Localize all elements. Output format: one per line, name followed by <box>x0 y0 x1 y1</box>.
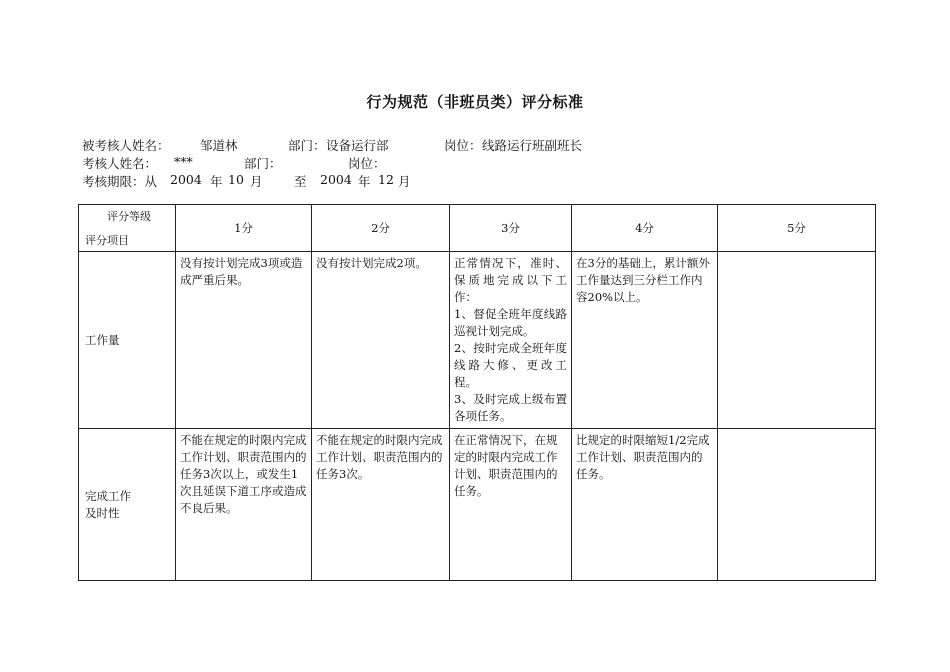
table-header-row <box>79 205 876 252</box>
scoring-table <box>78 204 876 581</box>
table-cell <box>176 252 312 429</box>
end-month-unit: 月 <box>398 174 411 189</box>
criteria-text: 没有按计划完成2项。 <box>316 256 427 270</box>
document-title: 行为规范（非班员类）评分标准 <box>366 93 584 111</box>
score-header-4: 4分 <box>572 205 718 252</box>
score-header-3: 3分 <box>450 205 572 252</box>
table-cell <box>312 429 450 581</box>
examinee-name-label: 被考核人姓名： <box>82 138 170 153</box>
table-cell <box>176 429 312 581</box>
criteria-text: 在3分的基础上，累计额外工作量达到三分栏工作内容20%以上。 <box>576 256 710 304</box>
end-year: 2004 <box>320 172 352 187</box>
table-cell <box>572 429 718 581</box>
examiner-post-label: 岗位： <box>348 156 386 171</box>
examinee-post-value: 线路运行班副班长 <box>482 138 583 153</box>
criteria-item: 1、督促全班年度线路巡视计划完成。 <box>454 307 567 338</box>
criteria-text: 不能在规定的时限内完成工作计划、职责范围内的任务3次以上，或发生1次且延误下道工序或造成不良后果。 <box>180 433 307 515</box>
table-cell <box>450 429 572 581</box>
examiner-name-value: *** <box>174 154 193 169</box>
row-label-line: 完成工作 <box>85 488 131 503</box>
period-to: 至 <box>294 174 307 189</box>
criteria-text: 在正常情况下，在规定的时限内完成工作计划、职责范围内的任务。 <box>454 433 558 498</box>
row-label-line: 及时性 <box>85 505 120 520</box>
item-header-label: 评分项目 <box>85 234 129 247</box>
table-cell <box>312 252 450 429</box>
examinee-dept-label: 部门： <box>288 138 326 153</box>
examinee-post-label: 岗位： <box>444 138 482 153</box>
criteria-item: 2、按时完成全班年度线路大修、更改工程。 <box>454 341 567 389</box>
grade-header-label: 评分等级 <box>107 210 151 223</box>
criteria-text: 正常情况下，准时、保质地完成以下工作： <box>454 256 567 304</box>
end-year-unit: 年 <box>358 174 371 189</box>
table-cell <box>718 429 876 581</box>
examiner-dept-label: 部门： <box>244 156 282 171</box>
start-month-unit: 月 <box>250 174 263 189</box>
table-row <box>79 429 876 581</box>
table-cell <box>718 252 876 429</box>
table-cell <box>450 252 572 429</box>
start-year-unit: 年 <box>210 174 223 189</box>
row-label-timeliness <box>79 429 176 581</box>
criteria-text: 不能在规定的时限内完成工作计划、职责范围内的任务3次。 <box>316 433 443 481</box>
table-cell <box>572 252 718 429</box>
row-label-workload: 工作量 <box>79 252 176 429</box>
examiner-name-label: 考核人姓名： <box>82 156 158 171</box>
score-header-1: 1分 <box>176 205 312 252</box>
criteria-text: 比规定的时限缩短1/2完成工作计划、职责范围内的任务。 <box>576 433 710 481</box>
criteria-item: 3、及时完成上级布置各项任务。 <box>454 392 567 423</box>
table-row <box>79 252 876 429</box>
score-header-5: 5分 <box>718 205 876 252</box>
end-month: 12 <box>378 172 394 187</box>
start-year: 2004 <box>170 172 202 187</box>
examinee-name-value: 邹道林 <box>200 138 238 153</box>
examinee-dept-value: 设备运行部 <box>326 138 389 153</box>
start-month: 10 <box>228 172 244 187</box>
score-header-2: 2分 <box>312 205 450 252</box>
corner-header-cell <box>79 205 176 252</box>
criteria-text: 没有按计划完成3项或造成严重后果。 <box>180 256 303 287</box>
period-label: 考核期限：从 <box>82 174 158 189</box>
